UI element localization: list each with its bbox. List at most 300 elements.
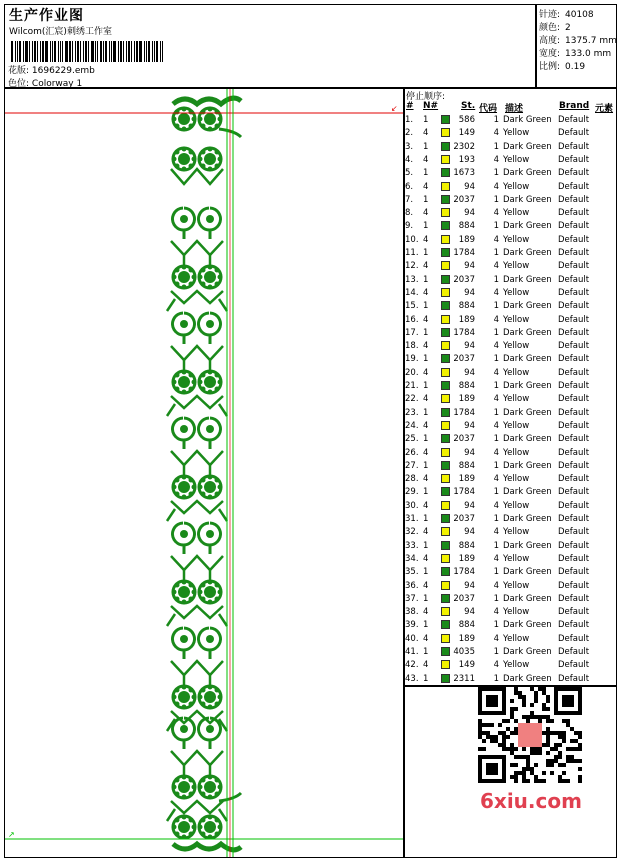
row-needle: 4 (423, 128, 429, 139)
row-stitches: 94 (464, 500, 475, 511)
row-needle: 4 (423, 181, 429, 192)
row-brand: Default (558, 527, 590, 538)
barcode-bar (80, 41, 81, 62)
row-code: 1 (493, 460, 499, 471)
row-description: Yellow (503, 341, 530, 352)
stop-row (405, 633, 617, 646)
row-index: 23. (405, 407, 419, 418)
qr-panel (404, 686, 617, 858)
row-index: 15. (405, 301, 419, 312)
col-element: 元素 (595, 104, 614, 114)
row-stitches: 94 (464, 447, 475, 458)
row-needle: 4 (423, 234, 429, 245)
row-stitches: 94 (464, 287, 475, 298)
barcode-bar (111, 41, 112, 62)
row-brand: Default (558, 287, 590, 298)
row-code: 4 (493, 234, 499, 245)
stop-row (405, 473, 617, 486)
row-needle: 1 (423, 514, 429, 524)
row-brand: Default (558, 154, 590, 165)
barcode-bar (100, 41, 102, 62)
row-index: 19. (405, 354, 419, 365)
row-description: Dark Green (503, 673, 552, 684)
stop-row (405, 447, 617, 460)
stop-row (405, 673, 617, 686)
row-needle: 1 (423, 301, 429, 312)
row-brand: Default (558, 274, 590, 285)
row-description: Dark Green (503, 434, 552, 445)
stop-sequence-panel (404, 88, 617, 686)
stop-row (405, 154, 617, 167)
row-code: 4 (493, 607, 499, 618)
barcode-bar (83, 41, 84, 62)
row-stitches: 94 (464, 527, 475, 538)
row-code: 1 (493, 673, 499, 684)
row-description: Yellow (503, 181, 530, 192)
row-stitches: 149 (458, 128, 475, 139)
barcode-bar (123, 41, 124, 62)
row-description: Dark Green (503, 381, 552, 391)
row-description: Dark Green (503, 540, 552, 551)
barcode-bar (54, 41, 56, 62)
row-brand: Default (558, 115, 590, 125)
row-needle: 4 (423, 633, 429, 644)
row-needle: 4 (423, 474, 429, 485)
barcode-bar (156, 41, 158, 62)
row-description: Dark Green (503, 248, 552, 258)
start-marker: ↙ (391, 104, 398, 113)
row-needle: 1 (423, 194, 429, 205)
row-brand: Default (558, 647, 590, 657)
stop-row (405, 247, 617, 260)
row-index: 24. (405, 420, 419, 431)
row-index: 41. (405, 647, 419, 657)
row-code: 4 (493, 474, 499, 485)
stop-row (405, 353, 617, 366)
row-index: 40. (405, 633, 419, 644)
design-file-label: 花版: (8, 66, 30, 76)
row-code: 1 (493, 301, 499, 312)
row-description: Dark Green (503, 460, 552, 471)
row-code: 1 (493, 115, 499, 125)
row-description: Dark Green (503, 168, 552, 179)
barcode-bar (118, 41, 119, 62)
barcode-bar (32, 41, 33, 62)
row-brand: Default (558, 474, 590, 485)
row-needle: 1 (423, 381, 429, 391)
stat-colors: 颜色: 2 (539, 23, 571, 33)
row-description: Yellow (503, 660, 530, 671)
row-code: 1 (493, 567, 499, 578)
row-index: 36. (405, 580, 419, 591)
row-description: Yellow (503, 447, 530, 458)
row-index: 22. (405, 394, 419, 405)
row-code: 4 (493, 660, 499, 671)
row-stitches: 94 (464, 181, 475, 192)
row-needle: 1 (423, 487, 429, 498)
stat-scale: 比例: 0.19 (539, 62, 586, 72)
row-code: 1 (493, 647, 499, 657)
row-index: 8. (405, 208, 414, 219)
stop-row (405, 580, 617, 593)
row-brand: Default (558, 168, 590, 179)
barcode-bar (95, 41, 96, 62)
barcode-bar (17, 41, 18, 62)
barcode-bar (131, 41, 132, 62)
barcode-bar (103, 41, 104, 62)
barcode-bar (139, 41, 142, 62)
row-needle: 4 (423, 261, 429, 272)
barcode-bar (62, 41, 63, 62)
row-stitches: 94 (464, 607, 475, 618)
row-code: 4 (493, 633, 499, 644)
row-stitches: 1784 (453, 567, 475, 578)
row-code: 1 (493, 620, 499, 631)
stats-panel (536, 4, 617, 88)
stop-row (405, 606, 617, 619)
header-panel (4, 4, 536, 88)
row-needle: 1 (423, 141, 429, 152)
row-needle: 4 (423, 420, 429, 431)
row-description: Yellow (503, 394, 530, 405)
row-index: 16. (405, 314, 419, 325)
stop-row (405, 367, 617, 380)
row-stitches: 193 (458, 154, 475, 165)
row-brand: Default (558, 500, 590, 511)
row-needle: 1 (423, 647, 429, 657)
row-stitches: 94 (464, 420, 475, 431)
row-needle: 1 (423, 460, 429, 471)
row-description: Dark Green (503, 115, 552, 125)
row-code: 4 (493, 527, 499, 538)
row-description: Yellow (503, 633, 530, 644)
barcode-bar (69, 41, 71, 62)
row-brand: Default (558, 314, 590, 325)
row-index: 42. (405, 660, 419, 671)
row-brand: Default (558, 327, 590, 338)
row-brand: Default (558, 141, 590, 152)
row-index: 30. (405, 500, 419, 511)
row-description: Dark Green (503, 407, 552, 418)
barcode-bar (146, 41, 147, 62)
col-code: 代码 (479, 104, 498, 114)
stop-row (405, 274, 617, 287)
row-description: Yellow (503, 128, 530, 139)
row-stitches: 1784 (453, 487, 475, 498)
stop-row (405, 486, 617, 499)
row-stitches: 2037 (453, 593, 475, 604)
row-brand: Default (558, 460, 590, 471)
stop-row (405, 526, 617, 539)
barcode-bar (160, 41, 161, 62)
row-description: Dark Green (503, 354, 552, 365)
barcode-bar (148, 41, 150, 62)
barcode-bar (37, 41, 38, 62)
barcode-bar (77, 41, 79, 62)
design-preview (4, 88, 404, 858)
row-needle: 4 (423, 154, 429, 165)
row-code: 4 (493, 367, 499, 378)
row-stitches: 884 (458, 221, 475, 232)
row-brand: Default (558, 248, 590, 258)
row-description: Yellow (503, 420, 530, 431)
row-stitches: 149 (458, 660, 475, 671)
row-brand: Default (558, 447, 590, 458)
row-code: 1 (493, 407, 499, 418)
barcode-bar (15, 41, 16, 62)
row-brand: Default (558, 593, 590, 604)
stop-row (405, 500, 617, 513)
colorway-value: Colorway 1 (31, 79, 83, 89)
row-brand: Default (558, 553, 590, 564)
embroidery-pattern (5, 89, 404, 858)
barcode-bar (126, 41, 127, 62)
row-stitches: 1784 (453, 248, 475, 258)
barcode-bar (128, 41, 130, 62)
row-stitches: 884 (458, 460, 475, 471)
row-needle: 4 (423, 580, 429, 591)
barcode-bar (34, 41, 36, 62)
row-code: 1 (493, 381, 499, 391)
row-brand: Default (558, 407, 590, 418)
row-needle: 1 (423, 434, 429, 445)
stop-row (405, 619, 617, 632)
row-needle: 4 (423, 527, 429, 538)
row-stitches: 2037 (453, 274, 475, 285)
row-code: 1 (493, 274, 499, 285)
row-code: 1 (493, 141, 499, 152)
row-brand: Default (558, 580, 590, 591)
stop-sequence-title: 停止顺序: (406, 92, 446, 102)
stop-row (405, 393, 617, 406)
row-brand: Default (558, 420, 590, 431)
colorway-label: 色位: (8, 79, 30, 89)
row-index: 26. (405, 447, 419, 458)
row-description: Yellow (503, 553, 530, 564)
row-brand: Default (558, 567, 590, 578)
row-code: 1 (493, 434, 499, 445)
row-needle: 4 (423, 287, 429, 298)
row-needle: 4 (423, 553, 429, 564)
row-description: Yellow (503, 314, 530, 325)
stop-row (405, 433, 617, 446)
col-description: 描述 (505, 104, 524, 114)
row-index: 37. (405, 593, 419, 604)
row-code: 4 (493, 553, 499, 564)
stop-row (405, 540, 617, 553)
stop-row (405, 234, 617, 247)
row-index: 34. (405, 553, 419, 564)
stop-row (405, 566, 617, 579)
stop-row (405, 127, 617, 140)
barcode-bar (91, 41, 94, 62)
row-needle: 4 (423, 314, 429, 325)
row-stitches: 2302 (453, 141, 475, 152)
barcode-bar (154, 41, 155, 62)
row-code: 4 (493, 128, 499, 139)
row-brand: Default (558, 434, 590, 445)
stop-row (405, 513, 617, 526)
barcode-bar (109, 41, 110, 62)
row-code: 1 (493, 487, 499, 498)
row-needle: 1 (423, 115, 429, 125)
row-index: 7. (405, 194, 414, 205)
barcode-bar (52, 41, 53, 62)
barcode-bar (85, 41, 87, 62)
stop-row (405, 287, 617, 300)
row-stitches: 4035 (453, 647, 475, 657)
stop-row (405, 194, 617, 207)
stop-row (405, 141, 617, 154)
row-needle: 4 (423, 660, 429, 671)
barcode-bar (40, 41, 41, 62)
col-stitches: St. (461, 101, 476, 111)
row-code: 4 (493, 287, 499, 298)
row-code: 4 (493, 500, 499, 511)
row-code: 1 (493, 354, 499, 365)
row-needle: 1 (423, 248, 429, 258)
barcode-bar (120, 41, 122, 62)
row-needle: 4 (423, 607, 429, 618)
stop-row (405, 220, 617, 233)
row-index: 39. (405, 620, 419, 631)
stop-row (405, 593, 617, 606)
row-brand: Default (558, 341, 590, 352)
row-code: 4 (493, 580, 499, 591)
row-description: Yellow (503, 580, 530, 591)
row-index: 29. (405, 487, 419, 498)
row-index: 1. (405, 115, 414, 125)
row-index: 32. (405, 527, 419, 538)
row-index: 31. (405, 514, 419, 524)
barcode-bar (75, 41, 76, 62)
barcode-bar (50, 41, 51, 62)
row-index: 10. (405, 234, 419, 245)
row-brand: Default (558, 128, 590, 139)
stop-row (405, 659, 617, 672)
barcode-bar (88, 41, 89, 62)
col-brand: Brand (559, 101, 590, 111)
row-index: 20. (405, 367, 419, 378)
row-needle: 1 (423, 168, 429, 179)
row-description: Yellow (503, 367, 530, 378)
row-index: 28. (405, 474, 419, 485)
row-stitches: 1784 (453, 407, 475, 418)
row-index: 43. (405, 673, 419, 684)
row-stitches: 189 (458, 474, 475, 485)
stop-row (405, 420, 617, 433)
row-brand: Default (558, 540, 590, 551)
row-stitches: 2037 (453, 514, 475, 524)
col-needle: N# (423, 101, 439, 111)
stop-row (405, 327, 617, 340)
row-stitches: 1673 (453, 168, 475, 179)
barcode-bar (65, 41, 68, 62)
row-index: 9. (405, 221, 414, 232)
row-needle: 1 (423, 593, 429, 604)
row-needle: 1 (423, 567, 429, 578)
barcode-bar (72, 41, 73, 62)
row-description: Yellow (503, 208, 530, 219)
barcode-bar (105, 41, 107, 62)
col-index: # (406, 101, 414, 111)
row-index: 5. (405, 168, 414, 179)
barcode-bar (60, 41, 61, 62)
row-needle: 4 (423, 208, 429, 219)
row-code: 4 (493, 314, 499, 325)
row-index: 21. (405, 381, 419, 391)
row-code: 4 (493, 341, 499, 352)
row-stitches: 189 (458, 553, 475, 564)
row-stitches: 2311 (453, 673, 475, 684)
row-description: Dark Green (503, 647, 552, 657)
row-needle: 1 (423, 327, 429, 338)
row-description: Dark Green (503, 514, 552, 524)
row-needle: 4 (423, 394, 429, 405)
stop-row (405, 260, 617, 273)
row-code: 1 (493, 168, 499, 179)
row-needle: 4 (423, 447, 429, 458)
row-stitches: 189 (458, 633, 475, 644)
row-index: 17. (405, 327, 419, 338)
row-index: 35. (405, 567, 419, 578)
row-needle: 1 (423, 620, 429, 631)
stop-row (405, 114, 617, 127)
row-index: 38. (405, 607, 419, 618)
stop-row (405, 553, 617, 566)
row-needle: 1 (423, 221, 429, 232)
row-brand: Default (558, 633, 590, 644)
row-stitches: 94 (464, 367, 475, 378)
barcode-bar (97, 41, 98, 62)
row-stitches: 189 (458, 314, 475, 325)
row-stitches: 94 (464, 341, 475, 352)
barcode-bar (29, 41, 30, 62)
row-description: Dark Green (503, 327, 552, 338)
row-code: 4 (493, 394, 499, 405)
row-brand: Default (558, 660, 590, 671)
row-stitches: 94 (464, 208, 475, 219)
row-code: 1 (493, 327, 499, 338)
row-description: Yellow (503, 500, 530, 511)
barcode-bar (162, 41, 163, 62)
row-needle: 1 (423, 673, 429, 684)
row-brand: Default (558, 381, 590, 391)
row-index: 11. (405, 248, 419, 258)
row-brand: Default (558, 221, 590, 232)
qr-code (478, 687, 582, 783)
stat-width: 宽度: 133.0 mm (539, 49, 612, 59)
barcode-bar (58, 41, 59, 62)
row-code: 1 (493, 248, 499, 258)
row-brand: Default (558, 620, 590, 631)
row-description: Dark Green (503, 194, 552, 205)
row-brand: Default (558, 367, 590, 378)
row-stitches: 189 (458, 234, 475, 245)
barcode (11, 41, 164, 62)
row-description: Yellow (503, 607, 530, 618)
row-stitches: 884 (458, 620, 475, 631)
barcode-bar (19, 41, 21, 62)
barcode-bar (45, 41, 48, 62)
stat-stitches: 针迹: 40108 (539, 10, 594, 20)
row-brand: Default (558, 673, 590, 684)
barcode-bar (152, 41, 153, 62)
row-brand: Default (558, 354, 590, 365)
row-stitches: 884 (458, 301, 475, 312)
barcode-bar (134, 41, 135, 62)
row-description: Yellow (503, 474, 530, 485)
